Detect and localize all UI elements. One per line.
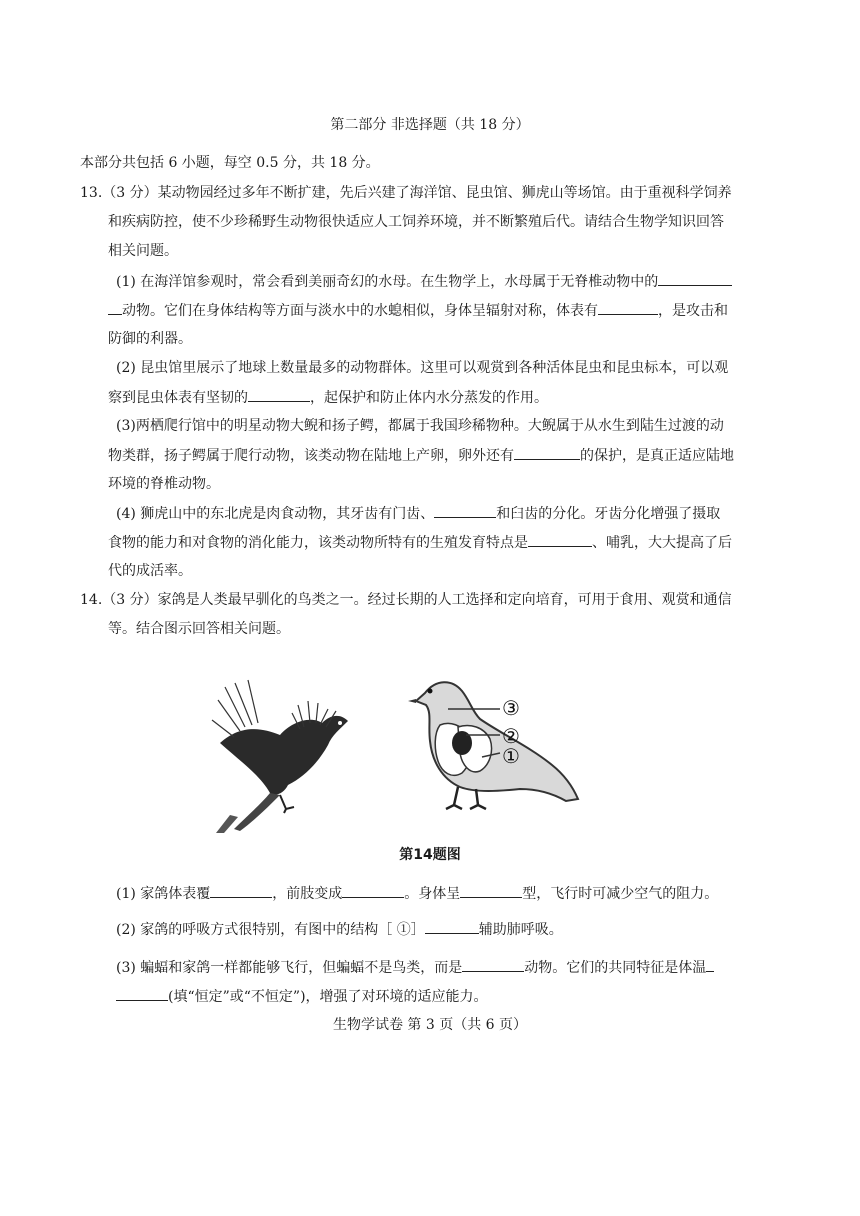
q14-part3-line1: (3) 蝙蝠和家鸽一样都能够飞行，但蝙蝠不是鸟类，而是 动物。它们的共同特征是体温 bbox=[116, 957, 714, 978]
answer-blank[interactable] bbox=[210, 883, 272, 898]
answer-blank[interactable] bbox=[598, 300, 658, 315]
q14-stem-line1: 14.（3 分）家鸽是人类最早驯化的鸟类之一。经过长期的人工选择和定向培育，可用于食用、观赏和通信 bbox=[80, 592, 732, 608]
answer-blank[interactable] bbox=[514, 445, 580, 460]
answer-blank[interactable] bbox=[342, 883, 404, 898]
q13-part2-line2: 察到昆虫体表有坚韧的 ，起保护和防止体内水分蒸发的作用。 bbox=[108, 387, 548, 408]
q13-part3-line2: 物类群，扬子鳄属于爬行动物，该类动物在陆地上产卵，卵外还有 的保护，是真正适应陆地 bbox=[108, 445, 734, 466]
q13-part3-line1: (3)两栖爬行馆中的明星动物大鲵和扬子鳄，都属于我国珍稀物种。大鲵属于从水生到陆生过渡的动 bbox=[116, 418, 724, 434]
q13-part2-line1: (2) 昆虫馆里展示了地球上数量最多的动物群体。这里可以观赏到各种活体昆虫和昆虫标本，可以观 bbox=[116, 360, 729, 376]
q13-part4-line1: (4) 狮虎山中的东北虎是肉食动物，其牙齿有门齿、 和臼齿的分化。牙齿分化增强了摄取 bbox=[116, 503, 720, 524]
section-title: 第二部分 非选择题（共 18 分） bbox=[330, 117, 530, 133]
answer-blank[interactable] bbox=[706, 957, 714, 972]
q14-stem-line2: 等。结合图示回答相关问题。 bbox=[108, 621, 290, 637]
q13-part3-line3: 环境的脊椎动物。 bbox=[108, 476, 220, 492]
page-footer: 生物学试卷 第 3 页（共 6 页） bbox=[332, 1017, 528, 1033]
q13-stem-line2: 和疾病防控，使不少珍稀野生动物很快适应人工饲养环境，并不断繁殖后代。请结合生物学知识回答 bbox=[108, 214, 724, 230]
figure-caption: 第14题图 bbox=[399, 847, 461, 863]
q14-figure bbox=[200, 665, 600, 835]
figure-label-2: ② bbox=[502, 724, 520, 748]
answer-blank[interactable] bbox=[248, 387, 310, 402]
answer-blank[interactable] bbox=[462, 957, 524, 972]
figure-label-3: ③ bbox=[502, 696, 520, 720]
q13-stem-line3: 相关问题。 bbox=[108, 243, 178, 259]
bird-illustrations bbox=[200, 665, 600, 835]
answer-blank[interactable] bbox=[425, 919, 479, 934]
q13-part1-line3: 防御的利器。 bbox=[108, 331, 192, 347]
q13-part1-line1: (1) 在海洋馆参观时，常会看到美丽奇幻的水母。在生物学上，水母属于无脊椎动物中的 bbox=[116, 271, 732, 292]
flying-pigeon-illustration bbox=[212, 680, 348, 833]
pigeon-anatomy-diagram bbox=[408, 682, 578, 809]
answer-blank[interactable] bbox=[528, 532, 592, 547]
q13-part1-line2: 动物。它们在身体结构等方面与淡水中的水螅相似，身体呈辐射对称，体表有 ，是攻击和 bbox=[108, 300, 728, 321]
q14-part2: (2) 家鸽的呼吸方式很特别，有图中的结构［ ①］ 辅助肺呼吸。 bbox=[116, 919, 563, 940]
q13-part4-line2: 食物的能力和对食物的消化能力，该类动物所特有的生殖发育特点是 、哺乳，大大提高了后 bbox=[108, 532, 732, 553]
answer-blank[interactable] bbox=[658, 271, 732, 286]
q14-part1: (1) 家鸽体表覆 ，前肢变成 。身体呈 型，飞行时可减少空气的阻力。 bbox=[116, 883, 718, 904]
answer-blank[interactable] bbox=[116, 986, 168, 1001]
answer-blank[interactable] bbox=[460, 883, 522, 898]
figure-label-1: ① bbox=[502, 744, 520, 768]
q13-part4-line3: 代的成活率。 bbox=[108, 563, 192, 579]
q14-part3-line2: (填“恒定”或“不恒定”)，增强了对环境的适应能力。 bbox=[116, 986, 488, 1007]
q13-stem-line1: 13.（3 分）某动物园经过多年不断扩建，先后兴建了海洋馆、昆虫馆、狮虎山等场馆。由于重视科学饲养 bbox=[80, 185, 732, 201]
section-note: 本部分共包括 6 小题，每空 0.5 分，共 18 分。 bbox=[80, 155, 380, 171]
answer-blank[interactable] bbox=[434, 503, 496, 518]
answer-blank[interactable] bbox=[108, 300, 122, 315]
